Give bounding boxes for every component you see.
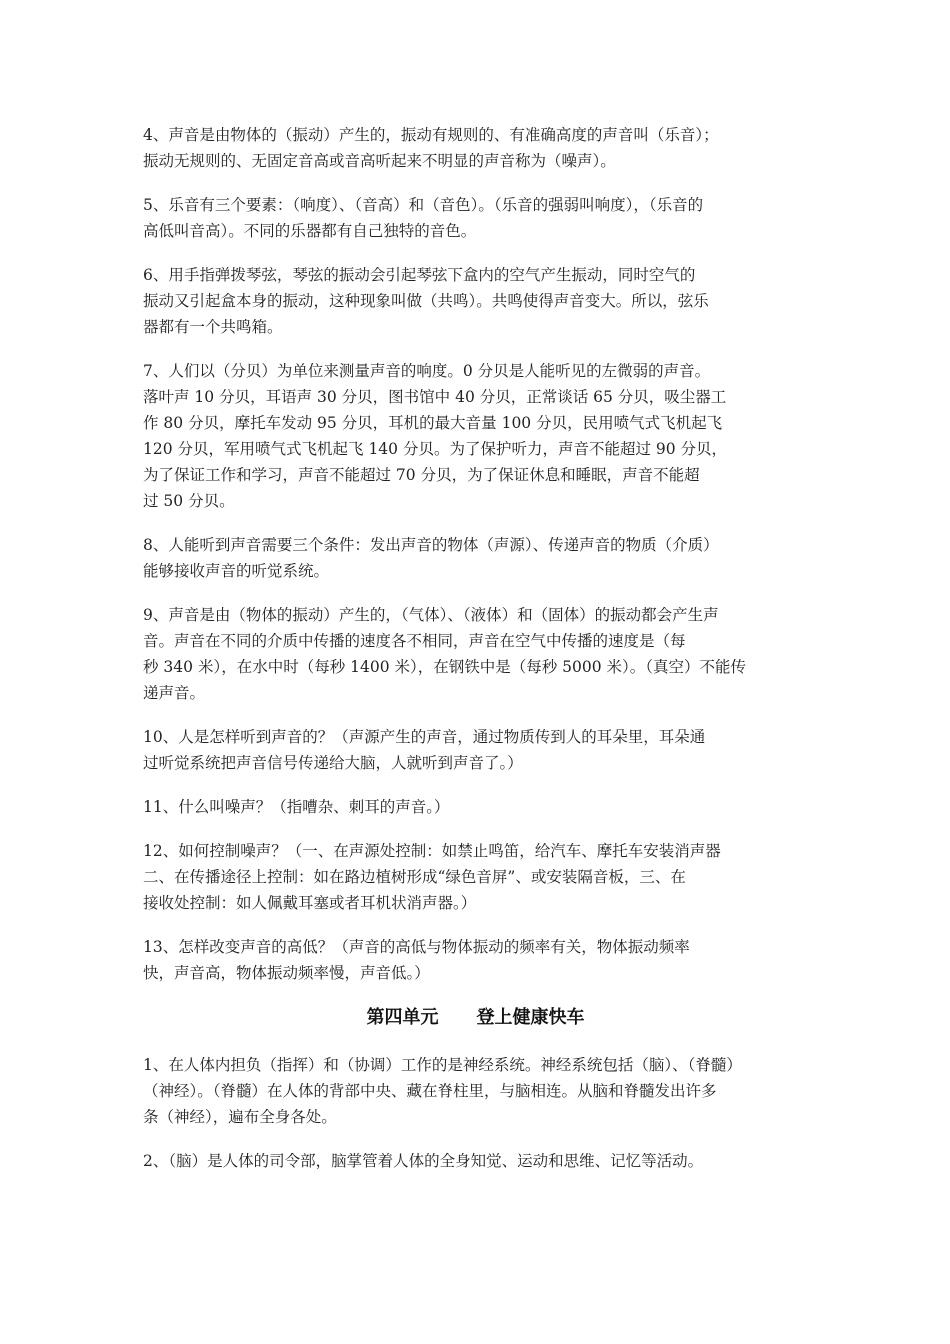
- section-unit: 第四单元: [366, 1007, 439, 1028]
- paragraph-line: 120 分贝，军用喷气式飞机起飞 140 分贝。为了保护听力，声音不能超过 90 分贝，: [143, 440, 728, 458]
- paragraph-s1: [143, 1052, 808, 1130]
- paragraph-line: 能够接收声音的听觉系统。: [143, 562, 330, 580]
- paragraph-line: 器都有一个共鸣箱。: [143, 318, 283, 336]
- paragraph-line: 音。声音在不同的介质中传播的速度各不相同，声音在空气中传播的速度是（每: [143, 632, 686, 650]
- paragraph-p9: [143, 602, 808, 706]
- section-heading: [143, 1004, 808, 1032]
- paragraph-p6: [143, 262, 808, 340]
- paragraph-line: 过听觉系统把声音信号传递给大脑，人就听到声音了。）: [143, 754, 523, 772]
- paragraph-line: 振动又引起盒本身的振动，这种现象叫做（共鸣）。共鸣使得声音变大。所以，弦乐: [143, 292, 709, 310]
- paragraph-p8: [143, 532, 808, 584]
- paragraph-line: 4、声音是由物体的（振动）产生的，振动有规则的、有准确高度的声音叫（乐音）；: [143, 126, 719, 144]
- paragraph-line: 高低叫音高）。不同的乐器都有自己独特的音色。: [143, 222, 477, 240]
- paragraph-line: 为了保证工作和学习，声音不能超过 70 分贝，为了保证休息和睡眠，声音不能超: [143, 466, 700, 484]
- paragraph-line: 落叶声 10 分贝，耳语声 30 分贝，图书馆中 40 分贝，正常谈话 65 分贝，吸尘器工: [143, 388, 727, 406]
- paragraph-line: 7、人们以（分贝）为单位来测量声音的响度。0 分贝是人能听见的左微弱的声音。: [143, 362, 711, 380]
- paragraph-p7: [143, 358, 808, 514]
- paragraphs-unit-3: [143, 122, 808, 986]
- document-page: [143, 122, 808, 1192]
- paragraph-line: 过 50 分贝。: [143, 492, 235, 510]
- paragraph-line: 8、人能听到声音需要三个条件：发出声音的物体（声源）、传递声音的物质（介质）: [143, 536, 719, 554]
- paragraph-line: 10、人是怎样听到声音的？（声源产生的声音，通过物质传到人的耳朵里，耳朵通: [143, 728, 706, 746]
- paragraph-p11: [143, 794, 808, 820]
- paragraph-p10: [143, 724, 808, 776]
- paragraph-line: 2、（脑）是人体的司令部，脑掌管着人体的全身知觉、运动和思维、记忆等活动。: [143, 1152, 704, 1170]
- paragraph-line: 快，声音高，物体振动频率慢，声音低。）: [143, 964, 430, 982]
- paragraph-line: 作 80 分贝，摩托车发动 95 分贝，耳机的最大音量 100 分贝，民用喷气式飞机起飞: [143, 414, 723, 432]
- paragraph-line: （神经）。（脊髓）在人体的背部中央、藏在脊柱里，与脑相连。从脑和脊髓发出许多: [143, 1082, 717, 1100]
- paragraph-line: 5、乐音有三个要素：（响度）、（音高）和（音色）。（乐音的强弱叫响度），（乐音的: [143, 196, 704, 214]
- paragraph-line: 二、在传播途径上控制：如在路边植树形成“绿色音屏”、或安装隔音板，三、在: [143, 868, 686, 886]
- paragraph-line: 13、怎样改变声音的高低？（声音的高低与物体振动的频率有关，物体振动频率: [143, 938, 690, 956]
- paragraph-line: 递声音。: [143, 684, 206, 702]
- paragraph-p5: [143, 192, 808, 244]
- paragraphs-unit-4: [143, 1052, 808, 1174]
- paragraph-line: 振动无规则的、无固定音高或音高听起来不明显的声音称为（噪声）。: [143, 152, 616, 170]
- paragraph-line: 1、在人体内担负（指挥）和（协调）工作的是神经系统。神经系统包括（脑）、（脊髓）: [143, 1056, 742, 1074]
- section-title-text: 登上健康快车: [476, 1007, 585, 1028]
- paragraph-line: 12、如何控制噪声？（一、在声源处控制：如禁止鸣笛，给汽车、摩托车安装消声器: [143, 842, 721, 860]
- paragraph-line: 条（神经），遍布全身各处。: [143, 1108, 337, 1126]
- paragraph-line: 9、声音是由（物体的振动）产生的，（气体）、（液体）和（固体）的振动都会产生声: [143, 606, 719, 624]
- paragraph-p12: [143, 838, 808, 916]
- paragraph-p13: [143, 934, 808, 986]
- paragraph-p4: [143, 122, 808, 174]
- paragraph-s2: [143, 1148, 808, 1174]
- paragraph-line: 接收处控制：如人佩戴耳塞或者耳机状消声器。）: [143, 894, 477, 912]
- paragraph-line: 6、用手指弹拨琴弦，琴弦的振动会引起琴弦下盒内的空气产生振动，同时空气的: [143, 266, 696, 284]
- paragraph-line: 11、什么叫噪声？（指嘈杂、刺耳的声音。）: [143, 798, 450, 816]
- paragraph-line: 秒 340 米），在水中时（每秒 1400 米），在钢铁中是（每秒 5000 米）。（真空）不能传: [143, 658, 747, 676]
